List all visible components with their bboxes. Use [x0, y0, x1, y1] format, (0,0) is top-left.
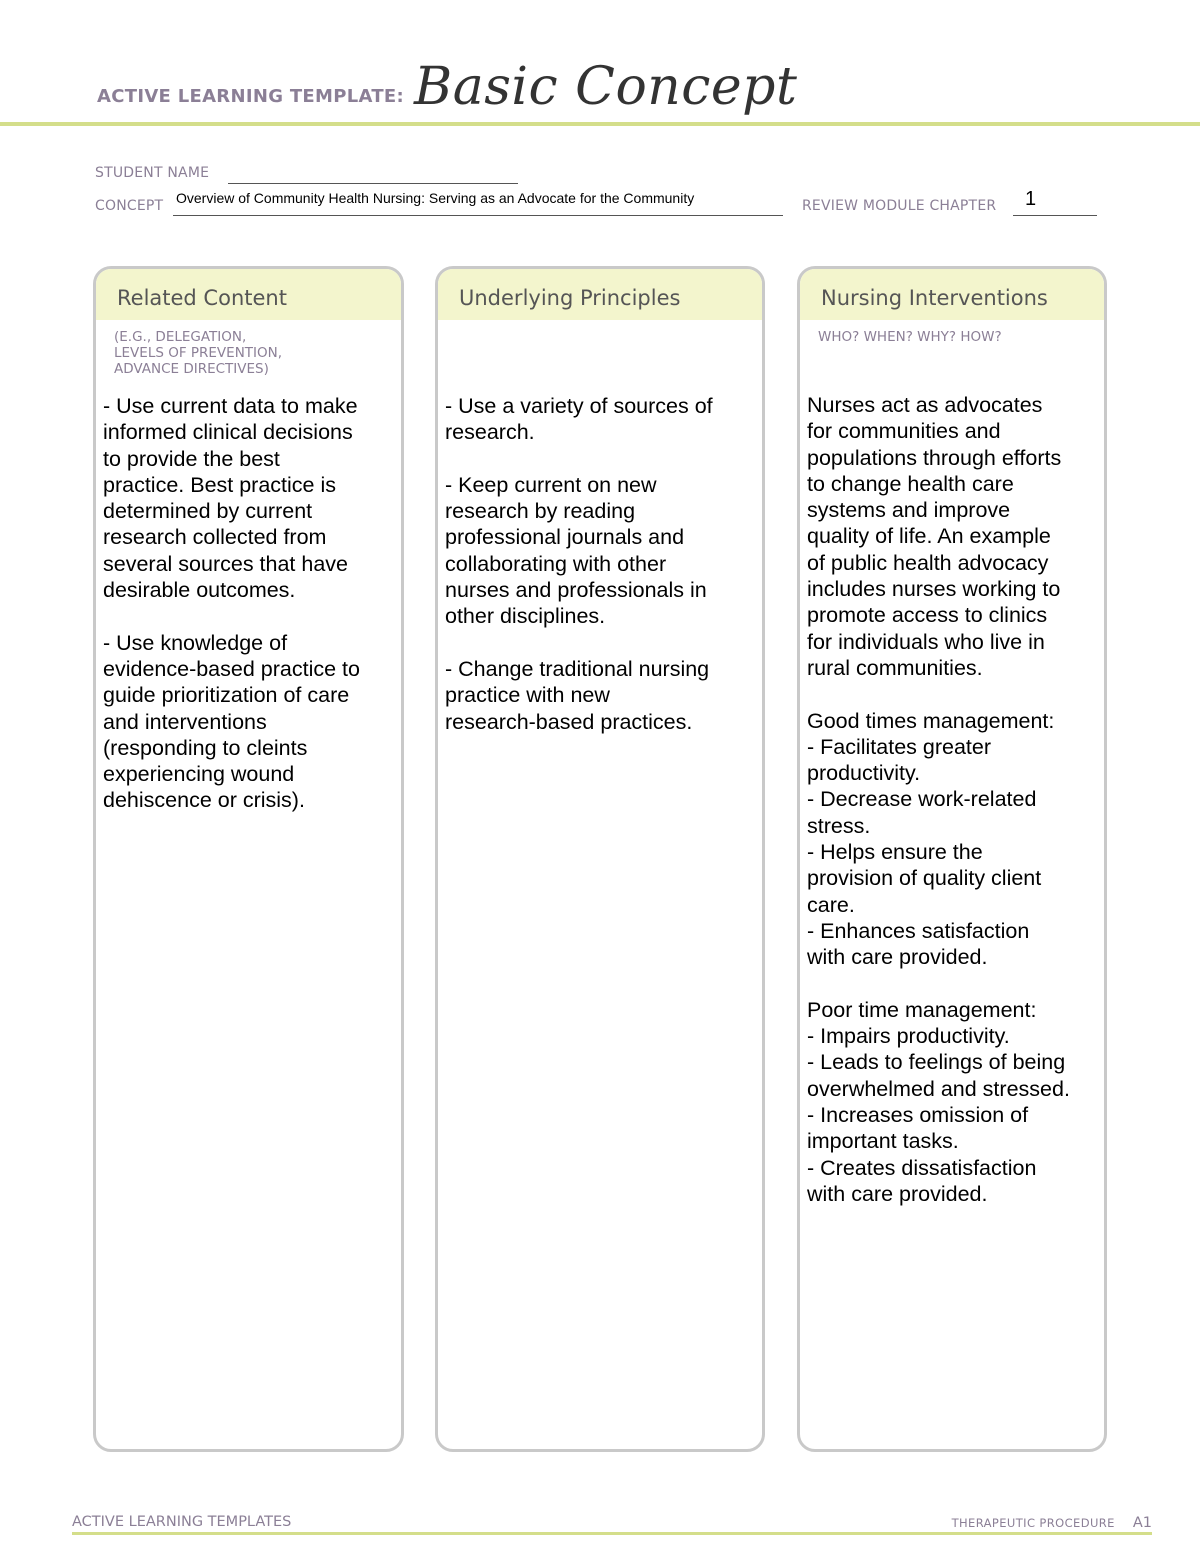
- footer-divider: [72, 1532, 1152, 1535]
- footer-title: ACTIVE LEARNING TEMPLATES: [72, 1514, 292, 1530]
- underlying-principles-title: Underlying Principles: [459, 286, 681, 310]
- chapter-value: 1: [1025, 188, 1037, 210]
- chapter-field[interactable]: [1013, 214, 1097, 216]
- related-content-title: Related Content: [117, 286, 287, 310]
- page-header: [97, 52, 797, 122]
- concept-value: Overview of Community Health Nursing: Serving as an Advocate for the Community: [176, 190, 695, 206]
- header-divider: [0, 122, 1200, 126]
- related-content-text[interactable]: - Use current data to make informed clinical decisions to provide the best practice. Best practice is determined by current research collected from several sources that have desirable outcomes. - Use knowledge of evidence-based practice to guide prioritization of care and interventions (responding to cleints experiencing wound dehiscence or crisis).: [103, 394, 360, 813]
- page-title: Basic Concept: [414, 57, 798, 117]
- template-label: ACTIVE LEARNING TEMPLATE:: [97, 86, 404, 107]
- nursing-interventions-hint: WHO? WHEN? WHY? HOW?: [818, 329, 1002, 345]
- chapter-label: REVIEW MODULE CHAPTER: [802, 198, 997, 214]
- nursing-interventions-panel: [797, 266, 1107, 1452]
- concept-label: CONCEPT: [95, 198, 164, 214]
- student-name-field[interactable]: [228, 182, 518, 184]
- concept-field[interactable]: [173, 214, 783, 216]
- footer-section: [952, 1515, 1152, 1531]
- nursing-interventions-title: Nursing Interventions: [821, 286, 1048, 310]
- footer-procedure-label: THERAPEUTIC PROCEDURE: [951, 1516, 1115, 1530]
- underlying-principles-panel: [435, 266, 765, 1452]
- underlying-principles-text[interactable]: - Use a variety of sources of research. - Keep current on new research by reading professional journals and collaborating with other nurses and professionals in other disciplines. - Change traditional nursing practice with new research-based practices.: [445, 394, 713, 734]
- related-content-hint: (E.G., DELEGATION, LEVELS OF PREVENTION, ADVANCE DIRECTIVES): [114, 329, 283, 377]
- related-content-panel: [93, 266, 404, 1452]
- footer-page-code: A1: [1132, 1515, 1152, 1531]
- nursing-interventions-text[interactable]: Nurses act as advocates for communities and populations through efforts to change health care systems and improve quality of life. An example of public health advocacy includes nurses working to promote access to clinics for individuals who live in rural communities. Good times management: - Facilitates greater productivity. - Decrease work-related stress. - Helps ensure the provision of quality client care. - Enhances satisfaction with care provided. Poor time management: - Impairs productivity. - Leads to feelings of being overwhelmed and stressed. - Increases omission of important tasks. - Creates dissatisfaction with care provided.: [807, 393, 1070, 1206]
- student-name-label: STUDENT NAME: [95, 165, 210, 181]
